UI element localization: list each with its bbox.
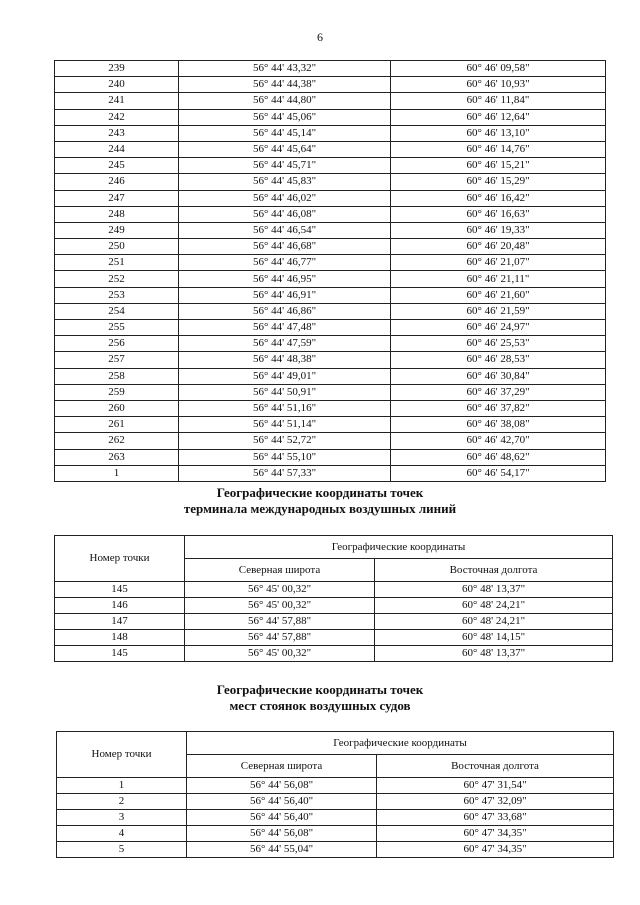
longitude-cell: 60° 46' 28,53" [391,352,606,368]
stands-table-body [57,778,614,858]
longitude-cell: 60° 47' 34,35" [377,826,614,842]
table-row [55,630,613,646]
table-row [55,449,606,465]
latitude-cell: 56° 44' 47,59" [179,336,391,352]
longitude-cell: 60° 46' 14,76" [391,141,606,157]
col-header-lon: Восточная долгота [377,755,614,778]
col-header-point: Номер точки [55,536,185,582]
point-number-cell: 260 [55,400,179,416]
latitude-cell: 56° 44' 56,08" [187,826,377,842]
table-row [55,77,606,93]
point-number-cell: 246 [55,174,179,190]
longitude-cell: 60° 46' 21,59" [391,303,606,319]
table-row [55,320,606,336]
longitude-cell: 60° 46' 38,08" [391,417,606,433]
longitude-cell: 60° 46' 21,07" [391,255,606,271]
latitude-cell: 56° 44' 45,64" [179,141,391,157]
terminal-table-body [55,582,613,662]
table-row [55,239,606,255]
table-row [55,222,606,238]
main-coordinates-table [54,60,606,482]
longitude-cell: 60° 46' 16,42" [391,190,606,206]
table-row [55,109,606,125]
point-number-cell: 250 [55,239,179,255]
latitude-cell: 56° 44' 51,16" [179,400,391,416]
table-row [55,271,606,287]
table-row [55,384,606,400]
col-header-lat: Северная широта [185,559,375,582]
table-row [55,646,613,662]
longitude-cell: 60° 46' 11,84" [391,93,606,109]
main-table-body [55,61,606,482]
table-row [55,433,606,449]
table-row [55,287,606,303]
col-header-geo: Географические координаты [187,732,614,755]
latitude-cell: 56° 44' 47,48" [179,320,391,336]
longitude-cell: 60° 46' 15,21" [391,158,606,174]
table-row [55,368,606,384]
point-number-cell: 247 [55,190,179,206]
table-row [55,206,606,222]
point-number-cell: 148 [55,630,185,646]
point-number-cell: 2 [57,794,187,810]
longitude-cell: 60° 46' 10,93" [391,77,606,93]
point-number-cell: 249 [55,222,179,238]
table-row [57,778,614,794]
point-number-cell: 261 [55,417,179,433]
latitude-cell: 56° 44' 46,68" [179,239,391,255]
latitude-cell: 56° 45' 00,32" [185,582,375,598]
latitude-cell: 56° 44' 56,08" [187,778,377,794]
latitude-cell: 56° 44' 57,33" [179,465,391,481]
point-number-cell: 239 [55,61,179,77]
point-number-cell: 254 [55,303,179,319]
point-number-cell: 259 [55,384,179,400]
latitude-cell: 56° 44' 56,40" [187,810,377,826]
longitude-cell: 60° 46' 54,17" [391,465,606,481]
point-number-cell: 4 [57,826,187,842]
table-row [55,465,606,481]
longitude-cell: 60° 48' 14,15" [375,630,613,646]
point-number-cell: 146 [55,598,185,614]
latitude-cell: 56° 44' 49,01" [179,368,391,384]
col-header-geo: Географические координаты [185,536,613,559]
table-row [55,582,613,598]
table-row [55,93,606,109]
point-number-cell: 252 [55,271,179,287]
point-number-cell: 147 [55,614,185,630]
table-row [55,61,606,77]
table-row [55,614,613,630]
latitude-cell: 56° 44' 51,14" [179,417,391,433]
point-number-cell: 253 [55,287,179,303]
longitude-cell: 60° 47' 31,54" [377,778,614,794]
point-number-cell: 248 [55,206,179,222]
longitude-cell: 60° 47' 32,09" [377,794,614,810]
longitude-cell: 60° 46' 09,58" [391,61,606,77]
longitude-cell: 60° 46' 15,29" [391,174,606,190]
point-number-cell: 255 [55,320,179,336]
table-row [57,842,614,858]
latitude-cell: 56° 44' 52,72" [179,433,391,449]
longitude-cell: 60° 47' 34,35" [377,842,614,858]
point-number-cell: 3 [57,810,187,826]
latitude-cell: 56° 44' 46,77" [179,255,391,271]
table-row [55,158,606,174]
latitude-cell: 56° 44' 44,38" [179,77,391,93]
latitude-cell: 56° 45' 00,32" [185,598,375,614]
latitude-cell: 56° 44' 55,04" [187,842,377,858]
longitude-cell: 60° 46' 25,53" [391,336,606,352]
longitude-cell: 60° 46' 21,11" [391,271,606,287]
point-number-cell: 5 [57,842,187,858]
longitude-cell: 60° 48' 24,21" [375,598,613,614]
point-number-cell: 244 [55,141,179,157]
stands-heading-line2: мест стоянок воздушных судов [229,698,411,713]
point-number-cell: 245 [55,158,179,174]
stands-coordinates-table [56,731,614,858]
latitude-cell: 56° 44' 56,40" [187,794,377,810]
longitude-cell: 60° 48' 13,37" [375,582,613,598]
longitude-cell: 60° 46' 48,62" [391,449,606,465]
point-number-cell: 257 [55,352,179,368]
latitude-cell: 56° 44' 46,08" [179,206,391,222]
terminal-heading-line2: терминала международных воздушных линий [183,501,457,516]
longitude-cell: 60° 46' 37,82" [391,400,606,416]
point-number-cell: 145 [55,646,185,662]
table-row [55,336,606,352]
table-row [55,190,606,206]
longitude-cell: 60° 46' 19,33" [391,222,606,238]
longitude-cell: 60° 46' 24,97" [391,320,606,336]
latitude-cell: 56° 44' 50,91" [179,384,391,400]
latitude-cell: 56° 44' 45,06" [179,109,391,125]
longitude-cell: 60° 46' 20,48" [391,239,606,255]
table-row [55,141,606,157]
latitude-cell: 56° 44' 44,80" [179,93,391,109]
longitude-cell: 60° 46' 12,64" [391,109,606,125]
col-header-lat: Северная широта [187,755,377,778]
page-number: 6 [317,30,323,44]
point-number-cell: 242 [55,109,179,125]
table-row [57,810,614,826]
longitude-cell: 60° 46' 30,84" [391,368,606,384]
latitude-cell: 56° 44' 57,88" [185,614,375,630]
latitude-cell: 56° 44' 46,54" [179,222,391,238]
latitude-cell: 56° 44' 46,02" [179,190,391,206]
longitude-cell: 60° 47' 33,68" [377,810,614,826]
table-row [55,598,613,614]
point-number-cell: 1 [55,465,179,481]
stands-heading-line1: Географические координаты точек [216,682,424,697]
longitude-cell: 60° 46' 42,70" [391,433,606,449]
stands-heading [0,682,640,714]
col-header-point: Номер точки [57,732,187,778]
point-number-cell: 256 [55,336,179,352]
table-row [55,303,606,319]
col-header-lon: Восточная долгота [375,559,613,582]
point-number-cell: 262 [55,433,179,449]
latitude-cell: 56° 44' 45,71" [179,158,391,174]
point-number-cell: 251 [55,255,179,271]
table-row [55,255,606,271]
longitude-cell: 60° 46' 13,10" [391,125,606,141]
latitude-cell: 56° 44' 57,88" [185,630,375,646]
table-row [55,352,606,368]
table-row [55,417,606,433]
terminal-heading-line1: Географические координаты точек [216,485,424,500]
latitude-cell: 56° 44' 45,83" [179,174,391,190]
table-row [55,400,606,416]
point-number-cell: 241 [55,93,179,109]
longitude-cell: 60° 46' 37,29" [391,384,606,400]
latitude-cell: 56° 44' 46,86" [179,303,391,319]
point-number-cell: 263 [55,449,179,465]
longitude-cell: 60° 48' 24,21" [375,614,613,630]
latitude-cell: 56° 44' 45,14" [179,125,391,141]
latitude-cell: 56° 45' 00,32" [185,646,375,662]
point-number-cell: 243 [55,125,179,141]
table-row [55,174,606,190]
latitude-cell: 56° 44' 43,32" [179,61,391,77]
longitude-cell: 60° 46' 21,60" [391,287,606,303]
latitude-cell: 56° 44' 55,10" [179,449,391,465]
latitude-cell: 56° 44' 46,95" [179,271,391,287]
table-row [57,826,614,842]
point-number-cell: 240 [55,77,179,93]
longitude-cell: 60° 48' 13,37" [375,646,613,662]
latitude-cell: 56° 44' 48,38" [179,352,391,368]
point-number-cell: 258 [55,368,179,384]
terminal-coordinates-table [54,535,613,662]
point-number-cell: 145 [55,582,185,598]
terminal-heading [0,485,640,517]
latitude-cell: 56° 44' 46,91" [179,287,391,303]
longitude-cell: 60° 46' 16,63" [391,206,606,222]
table-row [57,794,614,810]
table-row [55,125,606,141]
point-number-cell: 1 [57,778,187,794]
